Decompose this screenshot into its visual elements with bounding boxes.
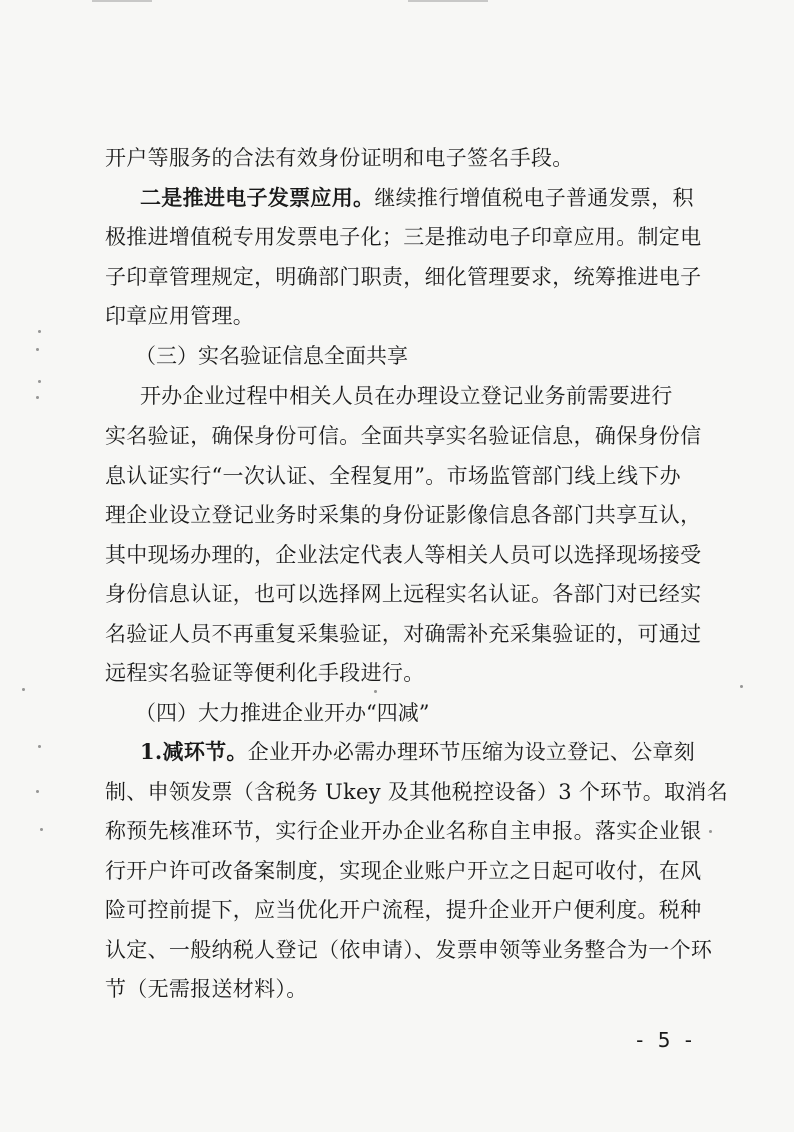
paragraph-line: 节（无需报送材料）。 xyxy=(105,977,308,1001)
paragraph-line: 极推进增值税专用发票电子化；三是推动电子印章应用。制定电 xyxy=(105,225,702,249)
paragraph-line: 身份信息认证，也可以选择网上远程实名认证。各部门对已经实 xyxy=(105,582,702,606)
paragraph-line: 实名验证，确保身份可信。全面共享实名验证信息，确保身份信 xyxy=(105,424,702,448)
scan-speck xyxy=(36,396,39,399)
paragraph-line: 其中现场办理的，企业法定代表人等相关人员可以选择现场接受 xyxy=(105,543,702,567)
paragraph-line xyxy=(140,737,695,767)
scan-speck xyxy=(374,690,377,693)
scan-speck xyxy=(22,688,25,691)
paragraph-line: 险可控前提下，应当优化开户流程，提升企业开户便利度。税种 xyxy=(105,898,702,922)
paragraph-line xyxy=(140,183,695,213)
section-heading: （三）实名验证信息全面共享 xyxy=(135,344,408,368)
paragraph-line: 远程实名验证等便利化手段进行。 xyxy=(105,661,425,685)
paragraph-text: 继续推行增值税电子普通发票，积 xyxy=(374,186,694,210)
page-number: - 5 - xyxy=(636,1028,696,1052)
scan-mark xyxy=(92,0,152,2)
paragraph-line: 认定、一般纳税人登记（依申请）、发票申领等业务整合为一个环 xyxy=(105,938,713,962)
scan-speck xyxy=(38,330,41,333)
scan-speck xyxy=(740,685,743,688)
paragraph-line: 称预先核准环节，实行企业开办企业名称自主申报。落实企业银 xyxy=(105,819,702,843)
lead-phrase: 1.减环节。 xyxy=(140,739,248,764)
scan-speck xyxy=(36,348,39,351)
paragraph-text: 企业开办必需办理环节压缩为设立登记、公章刻 xyxy=(247,740,696,764)
paragraph-line: 行开户许可改备案制度，实现企业账户开立之日起可收付，在风 xyxy=(105,859,702,883)
section-heading: （四）大力推进企业开办“四减” xyxy=(135,701,430,725)
paragraph-line: 开户等服务的合法有效身份证明和电子签名手段。 xyxy=(105,146,574,170)
scan-speck xyxy=(36,790,39,793)
paragraph-line: 名验证人员不再重复采集验证，对确需补充采集验证的，可通过 xyxy=(105,622,702,646)
scan-mark xyxy=(408,0,488,2)
paragraph-line: 开办企业过程中相关人员在办理设立登记业务前需要进行 xyxy=(140,384,673,408)
lead-phrase: 二是推进电子发票应用。 xyxy=(140,185,375,210)
paragraph-line: 息认证实行“一次认证、全程复用”。市场监管部门线上线下办 xyxy=(105,464,681,488)
paragraph-line: 理企业设立登记业务时采集的身份证影像信息各部门共享互认， xyxy=(105,503,702,527)
scan-speck xyxy=(40,828,43,831)
scan-speck xyxy=(709,830,712,833)
paragraph-line: 制、申领发票（含税务 Ukey 及其他税控设备）3 个环节。取消名 xyxy=(105,780,728,804)
scan-speck xyxy=(38,380,41,383)
paragraph-line: 印章应用管理。 xyxy=(105,304,255,328)
paragraph-line: 子印章管理规定，明确部门职责，细化管理要求，统筹推进电子 xyxy=(105,265,702,289)
scan-speck xyxy=(38,745,41,748)
